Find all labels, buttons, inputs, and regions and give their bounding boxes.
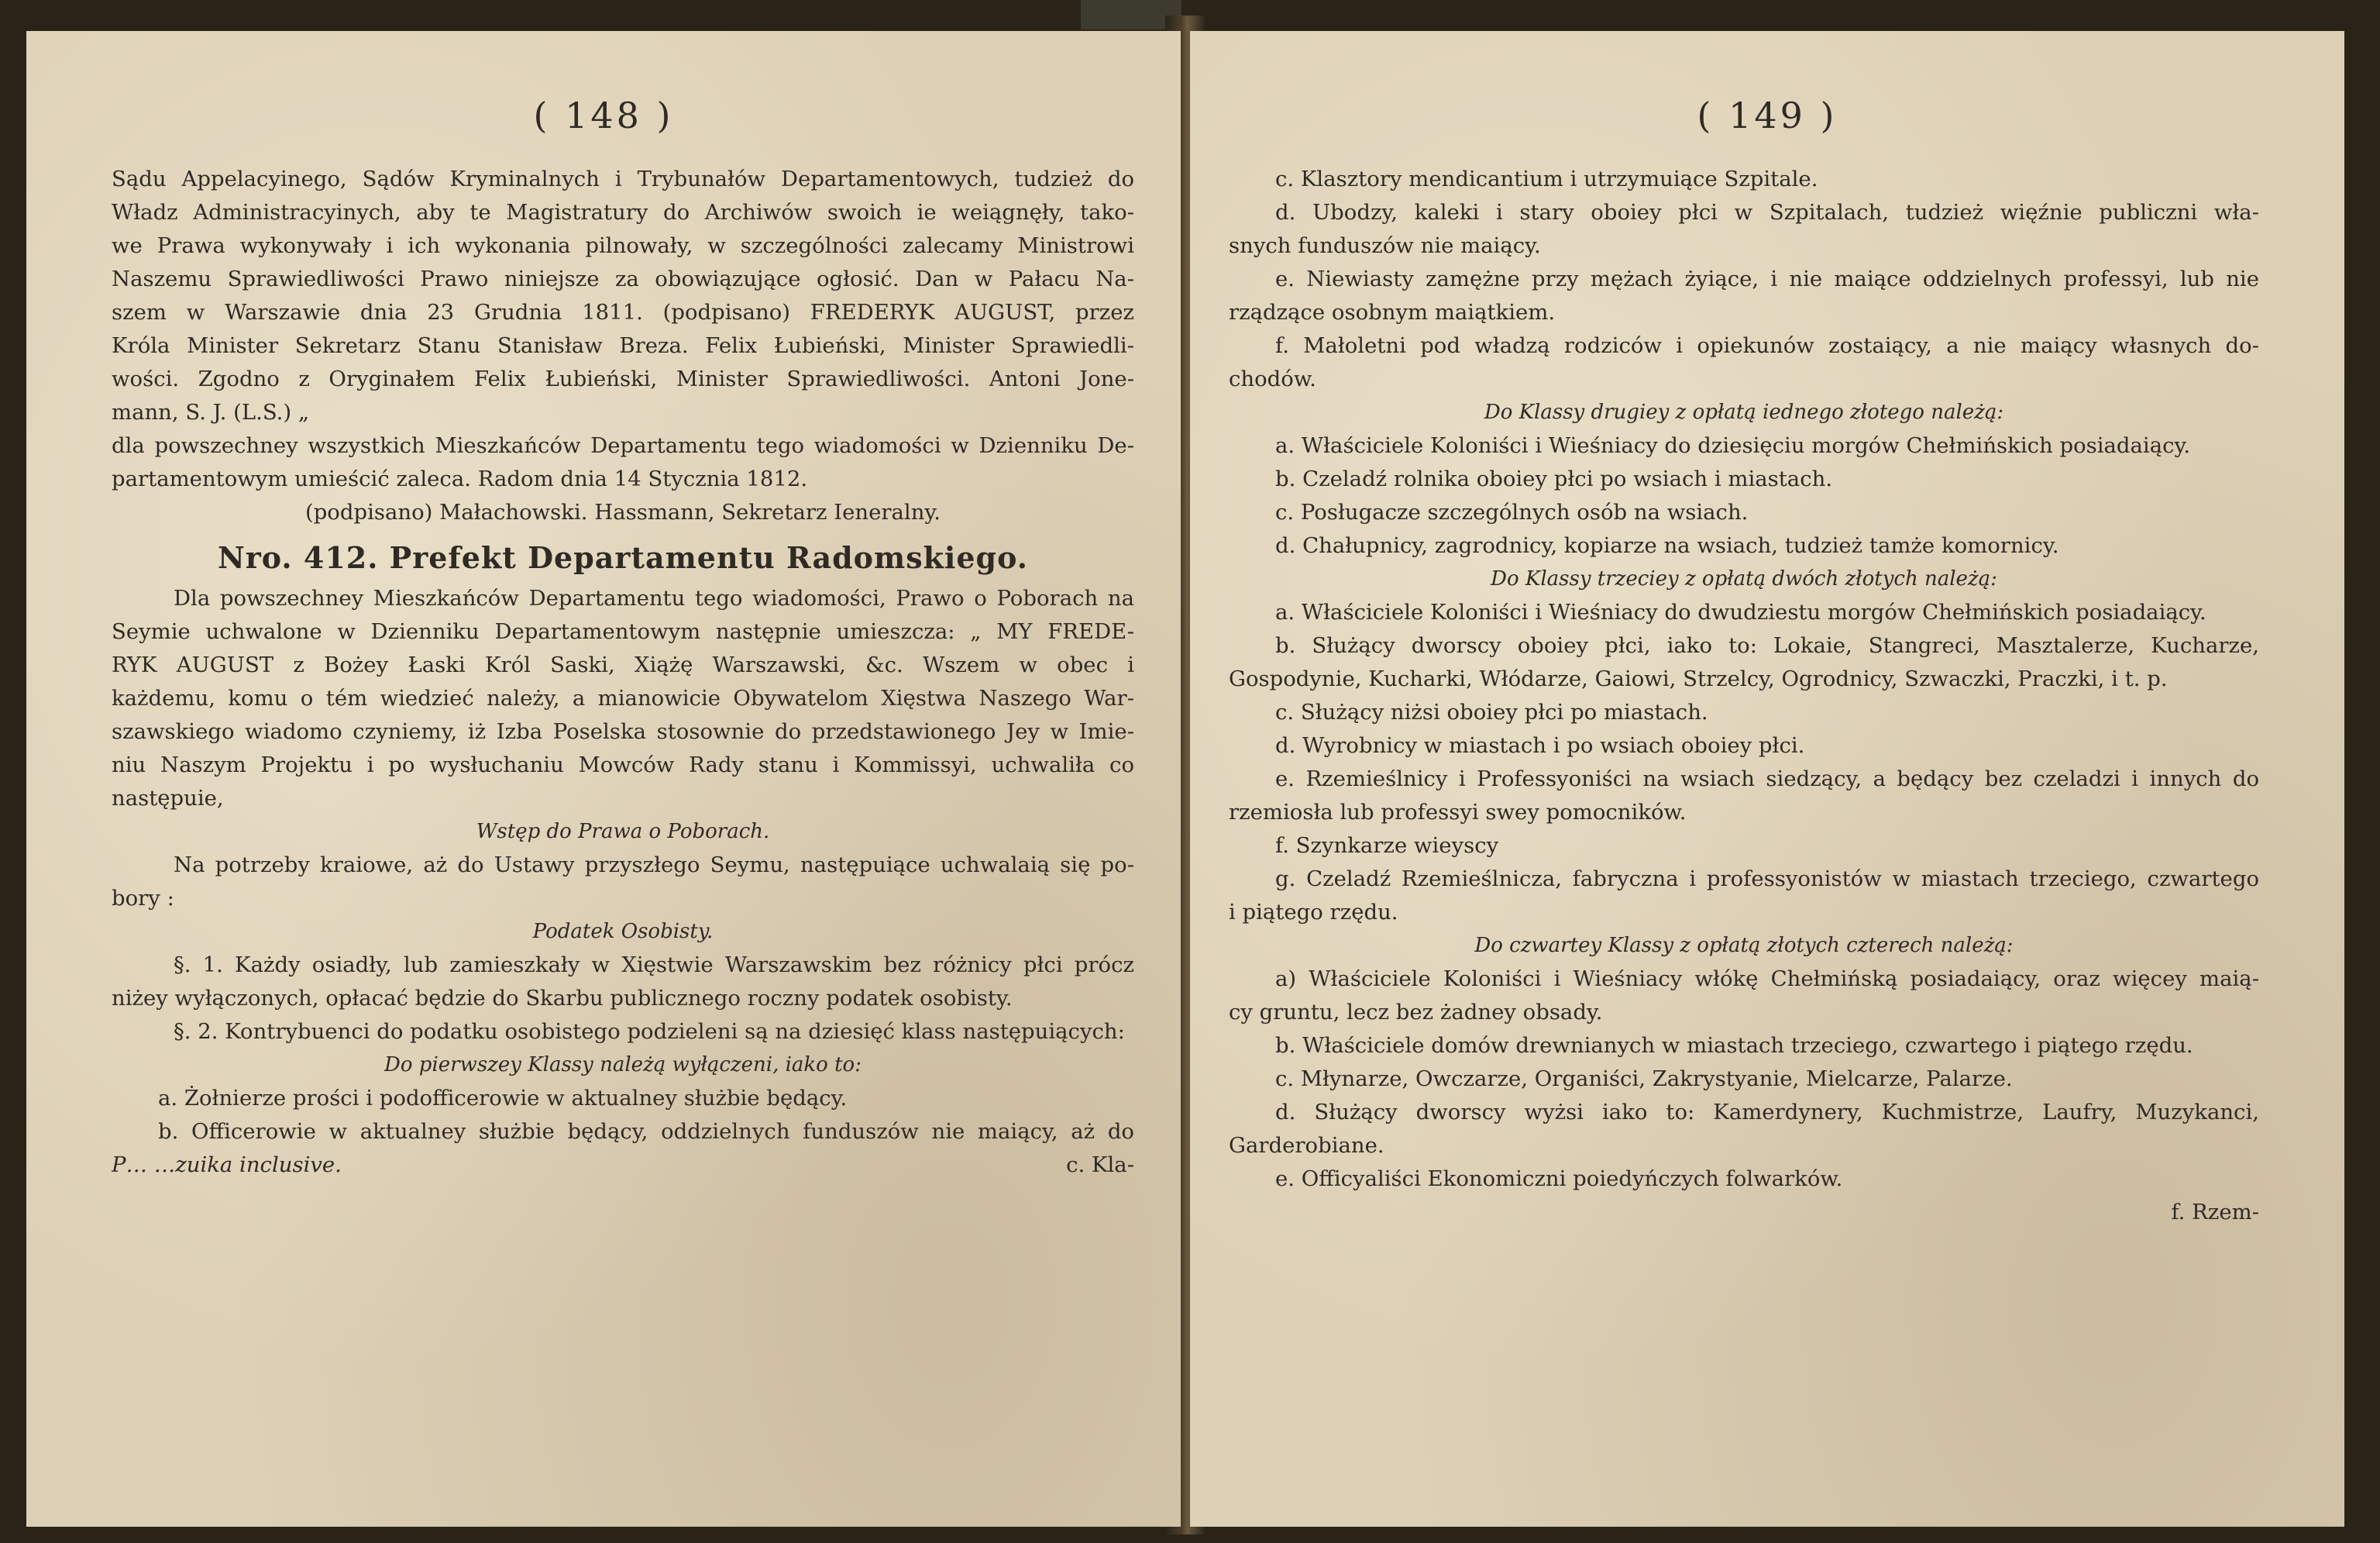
list-item: f. Szynkarze wieyscy <box>1275 833 1499 858</box>
page-footer-line <box>112 1149 1134 1182</box>
text-line: i piątego rzędu. <box>1229 900 1398 925</box>
list-item: d. Wyrobnicy w miastach i po wsiach oboiey płci. <box>1275 733 1805 758</box>
list-item: b. Officerowie w aktualney służbie będący, oddzielnych funduszów nie maiący, aż do <box>158 1119 1134 1144</box>
list-item: a) Właściciele Koloniści i Wieśniacy włókę Chełmińską posiadaiący, oraz więcey maią- <box>1275 966 2259 991</box>
list-item: g. Czeladź Rzemieślnicza, fabryczna i professyonistów w miastach trzeciego, czwartego <box>1275 866 2259 891</box>
text-line: Garderobiane. <box>1229 1133 1384 1158</box>
signature-line: (podpisano) Małachowski. Hassmann, Sekretarz Ieneralny. <box>304 500 941 525</box>
text-line: Króla Minister Sekretarz Stanu Stanisław Breza. Felix Łubieński, Minister Sprawiedli- <box>112 333 1134 358</box>
list-item: e. Rzemieślnicy i Professyoniści na wsiach siedzący, a będący bez czeladzi i innych do <box>1275 766 2259 791</box>
list-item: d. Służący dworscy wyżsi iako to: Kamerdynery, Kuchmistrze, Laufry, Muzykanci, <box>1275 1100 2259 1125</box>
list-item: a. Właściciele Koloniści i Wieśniacy do dwudziestu morgów Chełmińskich posiadaiący. <box>1275 600 2206 625</box>
subtitle: Do pierwszey Klassy należą wyłączeni, iako to: <box>384 1053 862 1076</box>
list-item: c. Służący niżsi oboiey płci po miastach. <box>1275 700 1708 725</box>
text-line: Sądu Appelacyinego, Sądów Kryminalnych i Trybunałów Departamentowych, tudzież do <box>112 167 1134 191</box>
list-item: b. Czeladź rolnika oboiey płci po wsiach i miastach. <box>1275 467 1833 491</box>
catchword: c. Kla- <box>1066 1152 1134 1177</box>
text-line: snych funduszów nie maiący. <box>1229 233 1541 258</box>
text-line: niżey wyłączonych, opłacać będzie do Skarbu publicznego roczny podatek osobisty. <box>112 986 1013 1011</box>
text-line: Władz Administracyinych, aby te Magistratury do Archiwów swoich ie weiągnęły, tako- <box>112 200 1134 225</box>
text-line: partamentowym umieścić zaleca. Radom dnia 14 Stycznia 1812. <box>112 467 808 491</box>
text-line: Dla powszechney Mieszkańców Departamentu tego wiadomości, Prawo o Poborach na <box>174 586 1134 611</box>
text-line: P… …zuika inclusive. <box>112 1152 342 1177</box>
subtitle: Do czwartey Klassy z opłatą złotych czterech należą: <box>1474 934 2014 957</box>
catchword: f. Rzem- <box>2171 1200 2259 1224</box>
list-item: d. Chałupnicy, zagrodnicy, kopiarze na wsiach, tudzież tamże komornicy. <box>1275 533 2059 558</box>
text-line: §. 1. Każdy osiadły, lub zamieszkały w Xięstwie Warszawskim bez różnicy płci prócz <box>174 952 1134 977</box>
list-item: f. Małoletni pod władzą rodziców i opiekunów zostaiący, a nie maiący własnych do- <box>1275 333 2259 358</box>
text-line: §. 2. Kontrybuenci do podatku osobistego podzieleni są na dziesięć klass następuiących: <box>174 1019 1125 1044</box>
text-line: Na potrzeby kraiowe, aż do Ustawy przyszłego Seymu, następuiące uchwalaią się po- <box>174 852 1134 877</box>
right-page <box>1190 31 2344 1527</box>
list-item: c. Klasztory mendicantium i utrzymuiące Szpitale. <box>1275 167 1818 191</box>
page-number-right: ( 149 ) <box>1697 95 1838 136</box>
left-page-text <box>112 163 1134 1182</box>
text-line: dla powszechney wszystkich Mieszkańców Departamentu tego wiadomości w Dzienniku De- <box>112 433 1134 458</box>
text-line: Gospodynie, Kucharki, Włódarze, Gaiowi, Strzelcy, Ogrodnicy, Szwaczki, Praczki, i t. p. <box>1229 666 2168 691</box>
text-line: chodów. <box>1229 367 1316 391</box>
subtitle: Wstęp do Prawa o Poborach. <box>476 820 770 843</box>
text-line: bory : <box>112 886 174 911</box>
list-item: a. Właściciele Koloniści i Wieśniacy do dziesięciu morgów Chełmińskich posiadaiący. <box>1275 433 2191 458</box>
section-heading: Nro. 412. Prefekt Departamentu Radomskiego. <box>217 540 1029 575</box>
subtitle: Do Klassy drugiey z opłatą iednego złotego należą: <box>1484 401 2004 424</box>
text-line: każdemu, komu o tém wiedzieć należy, a mianowicie Obywatelom Xięstwa Naszego War- <box>112 686 1134 711</box>
text-line: niu Naszym Projektu i po wysłuchaniu Mowców Rady stanu i Kommissyi, uchwaliła co <box>112 753 1134 777</box>
text-line: we Prawa wykonywały i ich wykonania pilnowały, w szczególności zalecamy Ministrowi <box>112 233 1134 258</box>
text-line: Seymie uchwalone w Dzienniku Departamentowym następnie umieszcza: „ MY FREDE- <box>112 619 1134 644</box>
left-page <box>26 31 1181 1527</box>
subtitle: Podatek Osobisty. <box>532 920 714 943</box>
text-line: mann, S. J. (L.S.) „ <box>112 400 310 425</box>
page-number-left: ( 148 ) <box>533 95 674 136</box>
list-item: e. Niewiasty zamężne przy mężach żyiące, i nie maiące oddzielnych professyi, lub nie <box>1275 267 2259 291</box>
list-item: b. Właściciele domów drewnianych w miastach trzeciego, czwartego i piątego rzędu. <box>1275 1033 2193 1058</box>
text-line: rządzące osobnym maiątkiem. <box>1229 300 1556 325</box>
right-page-text <box>1229 163 2259 1229</box>
subtitle: Do Klassy trzeciey z opłatą dwóch złotych należą: <box>1491 567 1997 591</box>
text-line: rzemiosła lub professyi swey pomocników. <box>1229 800 1687 825</box>
text-line: szawskiego wiadomo czyniemy, iż Izba Poselska stosownie do przedstawionego Jey w Imie- <box>112 719 1134 744</box>
text-line: następuie, <box>112 786 224 811</box>
list-item: a. Żołnierze prości i podofficerowie w aktualney służbie będący. <box>158 1086 848 1111</box>
list-item: b. Służący dworscy oboiey płci, iako to: Lokaie, Stangreci, Masztalerze, Kucharze, <box>1275 633 2259 658</box>
text-line: szem w Warszawie dnia 23 Grudnia 1811. (podpisano) FREDERYK AUGUST, przez <box>112 300 1134 325</box>
text-line: Naszemu Sprawiedliwości Prawo niniejsze za obowiązujące ogłosić. Dan w Pałacu Na- <box>112 267 1134 291</box>
text-line: cy gruntu, lecz bez żadney obsady. <box>1229 1000 1603 1025</box>
text-line: RYK AUGUST z Bożey Łaski Król Saski, Xiążę Warszawski, &c. Wszem w obec i <box>112 653 1134 677</box>
text-line: wości. Zgodno z Oryginałem Felix Łubieński, Minister Sprawiedliwości. Antoni Jone- <box>112 367 1134 391</box>
list-item: d. Ubodzy, kaleki i stary oboiey płci w Szpitalach, tudzież więźnie publiczni wła- <box>1275 200 2259 225</box>
list-item: e. Officyaliści Ekonomiczni poiedyńczych folwarków. <box>1275 1166 1843 1191</box>
list-item: c. Młynarze, Owczarze, Organiści, Zakrystyanie, Mielcarze, Palarze. <box>1275 1066 2013 1091</box>
list-item: c. Posługacze szczególnych osób na wsiach. <box>1275 500 1749 525</box>
